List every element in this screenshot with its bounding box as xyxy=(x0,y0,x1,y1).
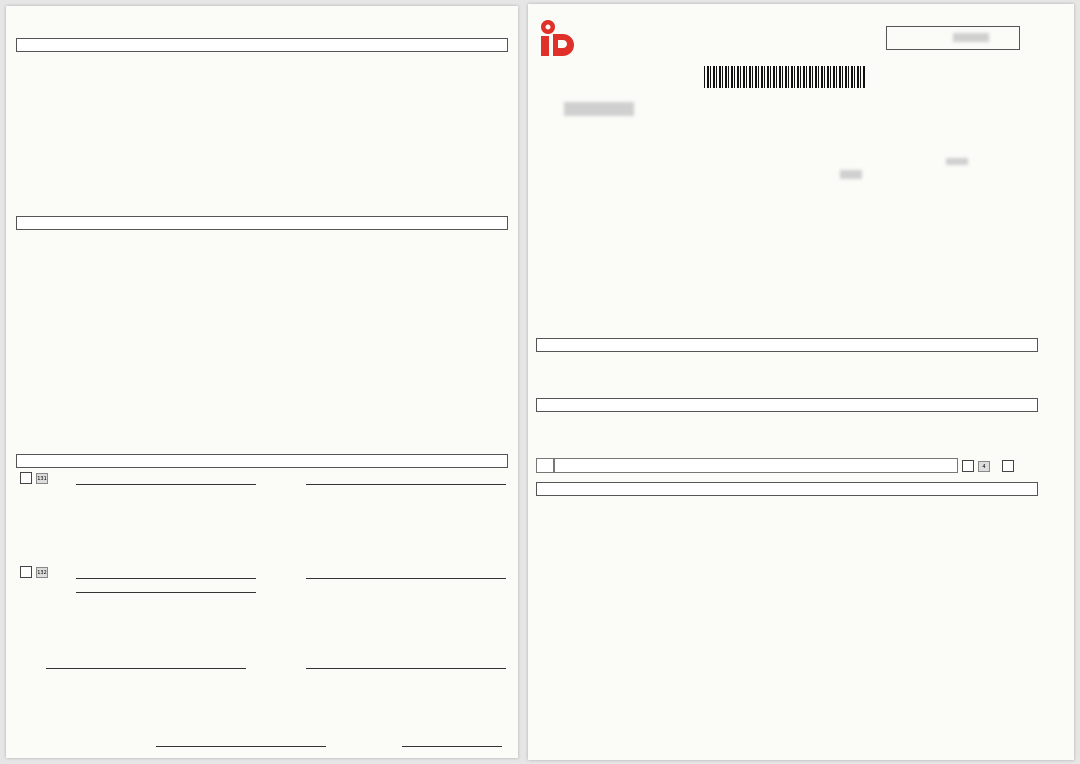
answer-no-checkbox[interactable] xyxy=(1002,460,1014,472)
section-1-header xyxy=(536,338,1038,352)
section-13-header xyxy=(16,454,508,468)
declaration-option-2-checkbox[interactable] xyxy=(20,566,32,578)
question-text xyxy=(554,458,958,473)
section-2-header xyxy=(536,398,1038,412)
ird-logo-icon xyxy=(536,16,580,60)
row-number xyxy=(536,458,554,473)
section-12-header xyxy=(16,216,508,230)
file-ref-box xyxy=(886,26,1020,50)
section-3-header xyxy=(536,482,1038,496)
left-form-page: 131 132 xyxy=(6,6,518,758)
answer-yes-checkbox[interactable] xyxy=(962,460,974,472)
declaration-option-1-checkbox[interactable] xyxy=(20,472,32,484)
right-form-page: 4 xyxy=(528,4,1074,760)
barcode xyxy=(704,66,866,88)
section-11-header xyxy=(16,38,508,52)
